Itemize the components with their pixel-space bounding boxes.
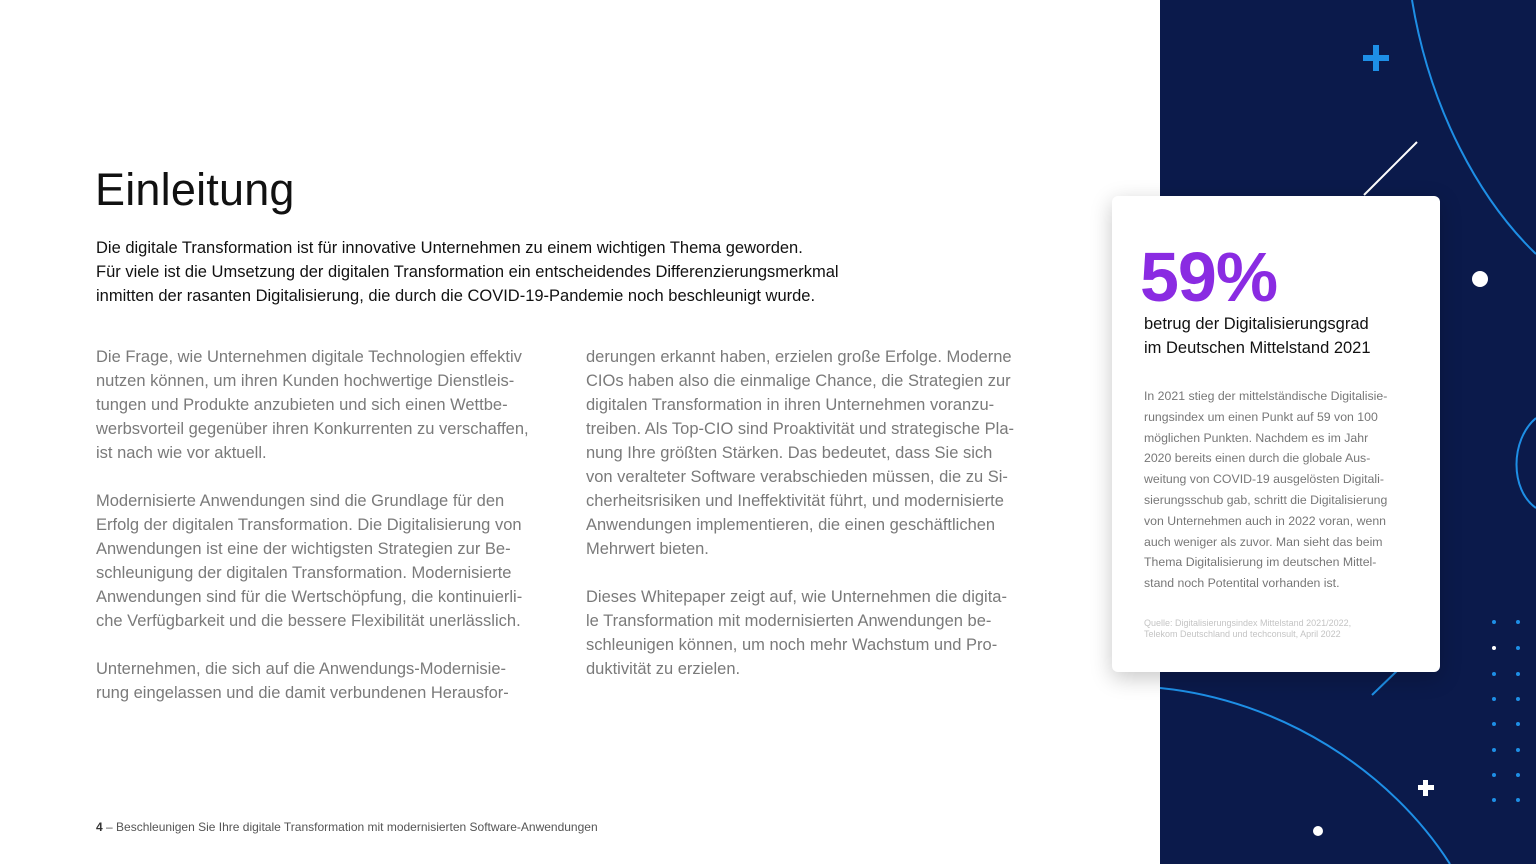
body-line: digitalen Transformation in ihren Unternehmen voranzu- [586, 396, 995, 414]
stat-description-line: 2020 bereits einen durch die globale Aus- [1144, 451, 1371, 466]
page-footer [96, 820, 598, 834]
stat-description [1144, 386, 1434, 594]
body-line: Dieses Whitepaper zeigt auf, wie Unternehmen die digita- [586, 588, 1007, 606]
lead-line: inmitten der rasanten Digitalisierung, die durch die COVID-19-Pandemie noch beschleunigt wurde. [96, 287, 816, 305]
stat-description-line: stand noch Potentital vorhanden ist. [1144, 576, 1340, 591]
stat-source-line: Telekom Deutschland und techconsult, April 2022 [1144, 629, 1341, 639]
body-line: rung eingelassen und die damit verbundenen Herausfor- [96, 684, 509, 702]
body-line: Anwendungen ist eine der wichtigsten Strategien zur Be- [96, 540, 511, 558]
stat-description-line: weitung von COVID-19 ausgelösten Digitali- [1144, 472, 1384, 487]
stat-description-line: möglichen Punkten. Nachdem es im Jahr [1144, 430, 1369, 445]
body-paragraph [96, 657, 576, 705]
body-line: Modernisierte Anwendungen sind die Grundlage für den [96, 492, 505, 510]
stat-source [1144, 618, 1434, 640]
body-line: che Verfügbarkeit und die bessere Flexibilität unerlässlich. [96, 612, 521, 630]
body-line: Unternehmen, die sich auf die Anwendungs-Modernisie- [96, 660, 506, 678]
body-line: nung Ihre größten Stärken. Das bedeutet, dass Sie sich [586, 444, 993, 462]
body-paragraph [96, 489, 576, 633]
diagonal-line-white [1364, 142, 1417, 195]
stat-description-line: auch weniger als zuvor. Man sieht das beim [1144, 534, 1383, 549]
arc-line-bottom [1160, 688, 1450, 864]
body-line: cherheitsrisiken und Ineffektivität führt, und modernisierte [586, 492, 1004, 510]
stat-card [1112, 196, 1440, 672]
plus-icon [1363, 45, 1389, 71]
body-column-right [586, 345, 1066, 705]
body-line: treiben. Als Top-CIO sind Proaktivität und strategische Pla- [586, 420, 1014, 438]
page-title: Einleitung [95, 164, 295, 215]
arc-line-right [1517, 418, 1536, 508]
body-line: von veralteter Software verabschieden müssen, die zu Si- [586, 468, 1008, 486]
body-paragraph [96, 345, 576, 465]
dot-grid [1492, 620, 1520, 802]
stat-description-line: von Unternehmen auch in 2022 voran, wenn [1144, 513, 1386, 528]
stat-headline [1144, 312, 1434, 360]
stat-headline-line: betrug der Digitalisierungsgrad [1144, 315, 1369, 333]
plus-icon [1418, 780, 1434, 796]
stat-description-line: Thema Digitalisierung im deutschen Mittel- [1144, 555, 1377, 570]
body-paragraph [586, 345, 1066, 561]
stat-value: 59% [1140, 238, 1278, 316]
body-line: CIOs haben also die einmalige Chance, die Strategien zur [586, 372, 1011, 390]
body-line: nutzen können, um ihren Kunden hochwertige Dienstleis- [96, 372, 515, 390]
stat-description-line: sierungsschub gab, schritt die Digitalisierung [1144, 492, 1388, 507]
stat-headline-line: im Deutschen Mittelstand 2021 [1144, 339, 1371, 357]
body-line: ist nach wie vor aktuell. [96, 444, 267, 462]
body-line: Mehrwert bieten. [586, 540, 709, 558]
stat-description-line: rungsindex um einen Punkt auf 59 von 100 [1144, 409, 1378, 424]
body-column-left [96, 345, 576, 729]
body-line: werbsvorteil gegenüber ihren Konkurrenten zu verschaffen, [96, 420, 529, 438]
body-line: tungen und Produkte anzubieten und sich einen Wettbe- [96, 396, 508, 414]
lead-paragraph [96, 236, 996, 308]
lead-line: Die digitale Transformation ist für innovative Unternehmen zu einem wichtigen Thema geworden. [96, 239, 803, 257]
page-number: 4 [96, 820, 103, 834]
body-line: Erfolg der digitalen Transformation. Die Digitalisierung von [96, 516, 522, 534]
stat-description-line: In 2021 stieg der mittelständische Digitalisie- [1144, 389, 1388, 403]
lead-line: Für viele ist die Umsetzung der digitalen Transformation ein entscheidendes Differenzierungsmerkmal [96, 263, 839, 281]
body-line: Anwendungen implementieren, die einen geschäftlichen [586, 516, 996, 534]
body-line: schleunigen können, um noch mehr Wachstum und Pro- [586, 636, 998, 654]
body-line: duktivität zu erzielen. [586, 660, 741, 678]
body-line: derungen erkannt haben, erzielen große Erfolge. Moderne [586, 348, 1012, 366]
body-line: schleunigung der digitalen Transformation. Modernisierte [96, 564, 512, 582]
body-line: le Transformation mit modernisierten Anwendungen be- [586, 612, 992, 630]
stat-source-line: Quelle: Digitalisierungsindex Mittelstand 2021/2022, [1144, 618, 1352, 628]
dot-white [1472, 271, 1488, 287]
dot-white [1313, 826, 1323, 836]
body-paragraph [586, 585, 1066, 681]
body-line: Anwendungen sind für die Wertschöpfung, die kontinuierli- [96, 588, 523, 606]
body-line: Die Frage, wie Unternehmen digitale Technologien effektiv [96, 348, 522, 366]
diagonal-line-blue [1372, 668, 1400, 695]
footer-title: – Beschleunigen Sie Ihre digitale Transformation mit modernisierten Software-Anwendungen [102, 820, 598, 834]
